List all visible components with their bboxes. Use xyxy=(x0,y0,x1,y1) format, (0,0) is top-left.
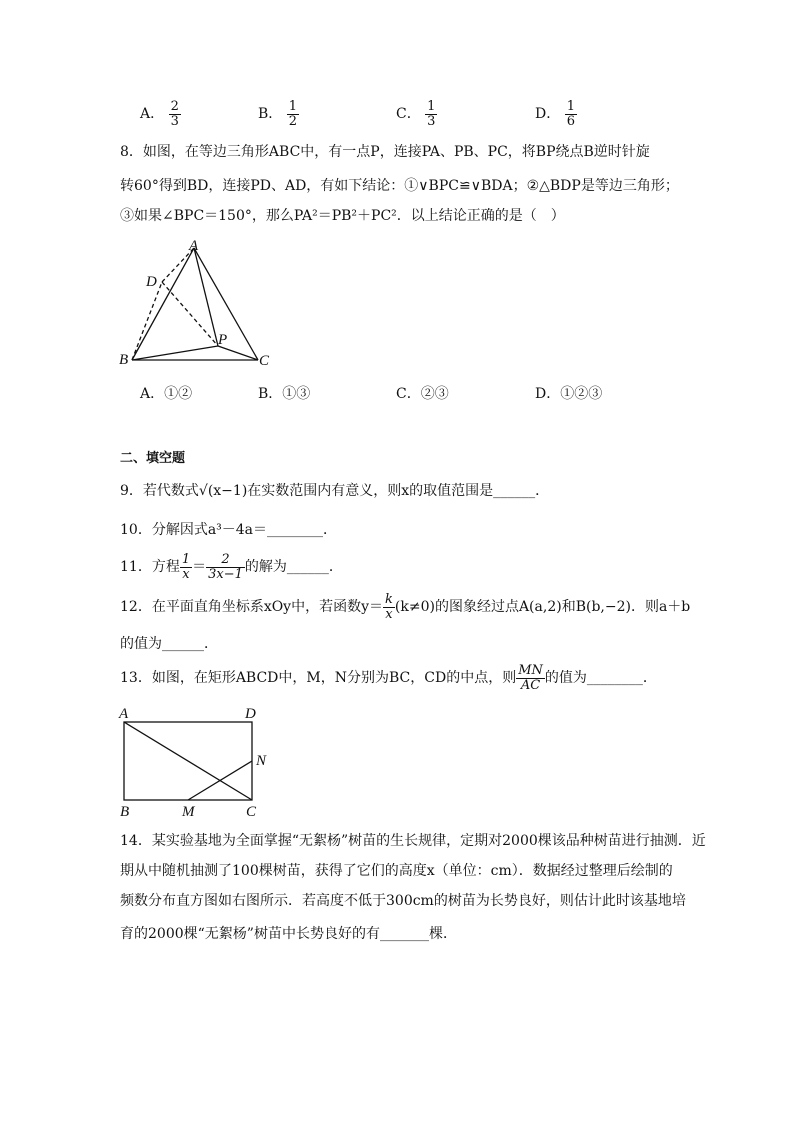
fraction: $\frac{1}{6}$ xyxy=(566,99,575,129)
fraction: $\frac{1}{2}$ xyxy=(288,99,298,129)
segment-pc xyxy=(218,346,258,360)
q8-option-b: B．①③ xyxy=(258,386,311,402)
label-c: C xyxy=(259,353,270,369)
q8-option-c: C．②③ xyxy=(396,386,449,402)
q8-text-line3: ③如果∠BPC＝150°，那么PA²＝PB²＋PC²．以上结论正确的是（ ） xyxy=(120,208,565,224)
q12-text-line1: 12．在平面直角坐标系xOy中，若函数y＝ $\frac{k}{x}$ (k≠0)的图象经过点A(a,2)和B(b,−2)．则a＋b xyxy=(120,591,691,622)
diagonal-ac xyxy=(124,722,252,800)
segment-ab xyxy=(132,248,194,360)
q10-text: 10．分解因式a³－4a＝________． xyxy=(120,522,338,538)
q12-text-line2: 的值为______． xyxy=(120,636,218,652)
q11-text: 11．方程 $\frac{1}{x}$ ＝ $\frac{2}{3x-1}$ 的解为______． xyxy=(120,551,343,582)
label-a: A xyxy=(119,706,129,722)
fraction-mn-over-ac: $\frac{MN}{AC}$ xyxy=(518,662,543,693)
q7-option-d: D． $\frac{1}{6}$ xyxy=(535,99,575,129)
q7-option-c: C． $\frac{1}{3}$ xyxy=(396,99,436,129)
label-a: A xyxy=(189,238,199,254)
q7-option-b: B． $\frac{1}{2}$ xyxy=(258,99,298,129)
q14-text-line2: 期从中随机抽测了100棵树苗，获得了它们的高度x（单位：cm）．数据经过整理后绘制的 xyxy=(120,863,673,879)
q8-text-line2: 转60°得到BD，连接PD、AD，有如下结论：①∨BPC≌∨BDA；②△BDP是等边三角形； xyxy=(120,178,679,194)
fraction: $\frac{2}{3}$ xyxy=(170,99,179,129)
section-heading: 二、填空题 xyxy=(120,451,186,466)
segment-pb xyxy=(132,346,218,360)
q13-text: 13．如图，在矩形ABCD中，M，N分别为BC，CD的中点，则 $\frac{MN}{AC}$ 的值为________． xyxy=(120,662,657,693)
fraction-lhs: $\frac{1}{x}$ xyxy=(181,551,191,582)
label-c: C xyxy=(246,804,257,820)
label-m: M xyxy=(182,804,195,820)
q13-rectangle-figure xyxy=(112,702,282,820)
fraction: $\frac{1}{3}$ xyxy=(427,99,436,129)
q8-option-a: A．①② xyxy=(140,386,193,402)
q14-text-line3: 频数分布直方图如右图所示．若高度不低于300cm的树苗为长势良好，则估计此时该基地培 xyxy=(120,893,686,909)
q8-text-line1: 8．如图，在等边三角形ABC中，有一点P，连接PA、PB、PC，将BP绕点B逆时针旋 xyxy=(120,144,650,160)
label-b: B xyxy=(120,804,130,820)
label-p: P xyxy=(218,332,228,348)
label-n: N xyxy=(256,753,267,769)
fraction-rhs: $\frac{2}{3x-1}$ xyxy=(208,551,243,582)
segment-bd xyxy=(132,282,162,360)
label-d: D xyxy=(146,274,157,290)
q14-text-line4: 育的2000棵“无絮杨”树苗中长势良好的有_______棵． xyxy=(120,926,457,942)
q14-text-line1: 14．某实验基地为全面掌握“无絮杨”树苗的生长规律，定期对2000棵该品种树苗进行抽测．近 xyxy=(120,833,706,849)
label-d: D xyxy=(245,706,256,722)
q7-option-a: A． $\frac{2}{3}$ xyxy=(140,99,179,129)
label-b: B xyxy=(119,352,129,368)
q9-text: 9．若代数式√(x−1)在实数范围内有意义，则x的取值范围是______． xyxy=(120,483,550,499)
q8-triangle-figure xyxy=(110,236,280,372)
q8-option-d: D．①②③ xyxy=(535,386,603,402)
fraction-k-over-x: $\frac{k}{x}$ xyxy=(385,591,393,622)
